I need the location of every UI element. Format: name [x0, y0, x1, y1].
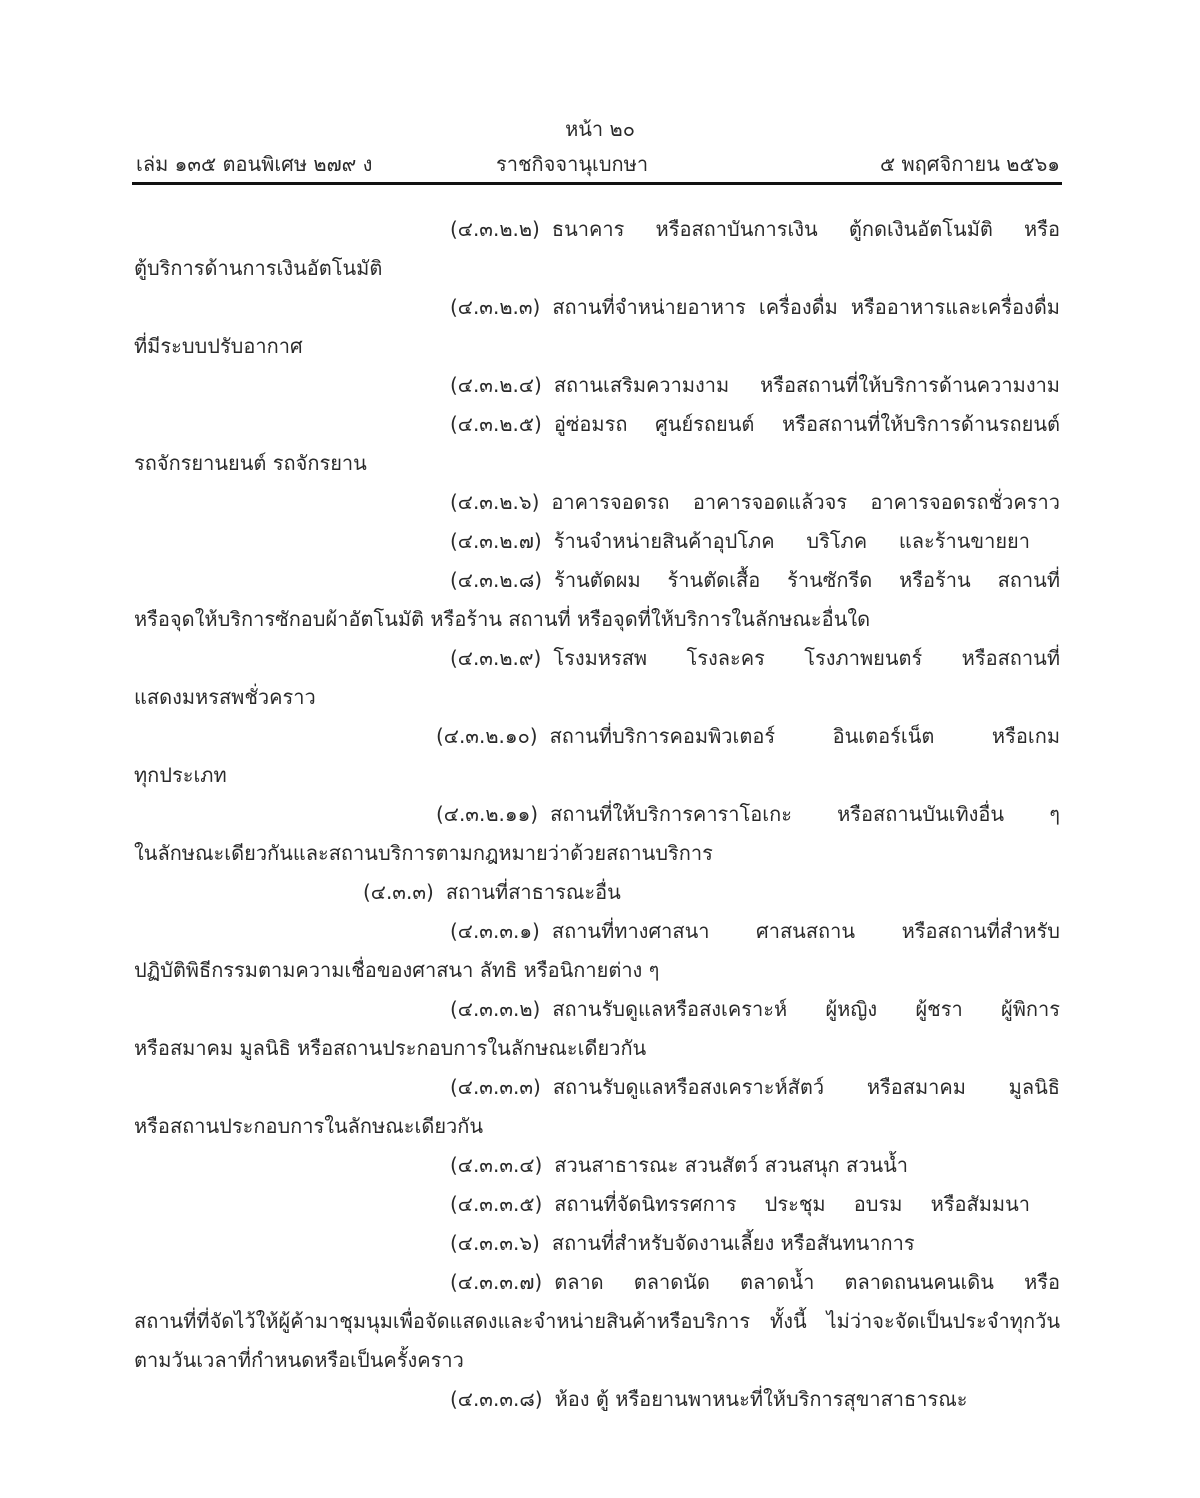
page-number: หน้า ๒๐ — [565, 117, 635, 141]
clause-text: ร้านจำหน่ายสินค้าอุปโภค บริโภค และร้านขายยา — [553, 529, 1030, 553]
clause-line — [450, 372, 1060, 398]
clause-line — [450, 216, 1060, 242]
clause-text: สถานที่สาธารณะอื่น — [445, 880, 621, 904]
clause-text: ทุกประเภท — [134, 763, 227, 787]
clause-number: (๔.๓.๒.๑๑) — [436, 802, 539, 826]
clause-number: (๔.๓.๒.๔) — [450, 373, 542, 397]
clause-text: หรือจุดให้บริการซักอบผ้าอัตโนมัติ หรือร้าน สถานที่ หรือจุดที่ให้บริการในลักษณะอื่นใด — [134, 607, 871, 631]
clause-text: ตามวันเวลาที่กำหนดหรือเป็นครั้งคราว — [134, 1348, 464, 1372]
clause-text: สวนสาธารณะ สวนสัตว์ สวนสนุก สวนน้ำ — [554, 1153, 909, 1177]
clause-text: สถานที่ให้บริการคาราโอเกะ หรือสถานบันเทิงอื่น ๆ — [550, 802, 1060, 826]
continuation-line — [134, 1308, 1060, 1334]
clause-text: สถานรับดูแลหรือสงเคราะห์ ผู้หญิง ผู้ชรา ผู้พิการ — [552, 997, 1060, 1021]
clause-text: สถานเสริมความงาม หรือสถานที่ให้บริการด้านความงาม — [553, 373, 1060, 397]
clause-line — [450, 1191, 1030, 1217]
clause-line — [450, 411, 1060, 437]
continuation-line — [134, 606, 870, 632]
clause-number: (๔.๓.๓.๗) — [450, 1270, 543, 1294]
clause-line — [450, 1074, 1060, 1100]
clause-number: (๔.๓.๒.๓) — [450, 295, 541, 319]
clause-text: สถานที่สำหรับจัดงานเลี้ยง หรือสันทนาการ — [551, 1231, 915, 1255]
clause-text: สถานที่บริการคอมพิวเตอร์ อินเตอร์เน็ต หรือเกม — [549, 724, 1060, 748]
continuation-line — [134, 684, 316, 710]
clause-text: สถานที่ที่จัดไว้ให้ผู้ค้ามาชุมนุมเพื่อจัดแสดงและจำหน่ายสินค้าหรือบริการ ทั้งนี้ ไม่ว่าจะจัดเป็นประจำทุกวัน — [134, 1309, 1060, 1333]
clause-number: (๔.๓.๓.๑) — [450, 919, 540, 943]
clause-text: ตลาด ตลาดนัด ตลาดน้ำ ตลาดถนนคนเดิน หรือ — [554, 1270, 1060, 1294]
clause-line — [450, 645, 1060, 671]
clause-text: ตู้บริการด้านการเงินอัตโนมัติ — [134, 256, 383, 280]
clause-line — [450, 1386, 968, 1412]
clause-text: โรงมหรสพ โรงละคร โรงภาพยนตร์ หรือสถานที่ — [553, 646, 1060, 670]
clause-line — [450, 918, 1060, 944]
clause-line — [436, 723, 1060, 749]
continuation-line — [134, 450, 367, 476]
clause-number: (๔.๓.๓.๘) — [450, 1387, 543, 1411]
clause-number: (๔.๓.๒.๒) — [450, 217, 540, 241]
clause-text: หรือสถานประกอบการในลักษณะเดียวกัน — [134, 1114, 484, 1138]
clause-text: อาคารจอดรถ อาคารจอดแล้วจร อาคารจอดรถชั่วคราว — [551, 490, 1060, 514]
clause-line — [450, 996, 1060, 1022]
continuation-line — [134, 333, 303, 359]
continuation-line — [134, 1035, 646, 1061]
clause-number: (๔.๓.๒.๖) — [450, 490, 540, 514]
clause-text: สถานที่จัดนิทรรศการ ประชุม อบรม หรือสัมมนา — [554, 1192, 1030, 1216]
publication-title: ราชกิจจานุเบกษา — [496, 152, 649, 176]
clause-line — [450, 1269, 1060, 1295]
continuation-line — [134, 1113, 483, 1139]
clause-number: (๔.๓.๒.๕) — [450, 412, 542, 436]
clause-line — [436, 801, 1060, 827]
continuation-line — [134, 957, 659, 983]
clause-number: (๔.๓.๓) — [363, 880, 434, 904]
clause-line — [450, 528, 1030, 554]
clause-text: สถานรับดูแลหรือสงเคราะห์สัตว์ หรือสมาคม มูลนิธิ — [552, 1075, 1060, 1099]
clause-text: ร้านตัดผม ร้านตัดเสื้อ ร้านซักรีด หรือร้าน สถานที่ — [554, 568, 1060, 592]
clause-text: ปฏิบัติพิธีกรรมตามความเชื่อของศาสนา ลัทธิ หรือนิกายต่าง ๆ — [134, 958, 660, 982]
clause-text: อู่ซ่อมรถ ศูนย์รถยนต์ หรือสถานที่ให้บริการด้านรถยนต์ — [553, 412, 1060, 436]
clause-number: (๔.๓.๒.๘) — [450, 568, 543, 592]
clause-number: (๔.๓.๓.๒) — [450, 997, 541, 1021]
clause-text: สถานที่ทางศาสนา ศาสนสถาน หรือสถานที่สำหรับ — [551, 919, 1060, 943]
clause-text: หรือสมาคม มูลนิธิ หรือสถานประกอบการในลักษณะเดียวกัน — [134, 1036, 647, 1060]
clause-text: ที่มีระบบปรับอากาศ — [134, 334, 303, 358]
clause-number: (๔.๓.๓.๔) — [450, 1153, 543, 1177]
clause-number: (๔.๓.๓.๓) — [450, 1075, 541, 1099]
clause-number: (๔.๓.๒.๑๐) — [436, 724, 538, 748]
clause-text: ธนาคาร หรือสถาบันการเงิน ตู้กดเงินอัตโนมัติ หรือ — [551, 217, 1060, 241]
clause-line — [450, 294, 1060, 320]
clause-number: (๔.๓.๓.๖) — [450, 1231, 540, 1255]
clause-text: ห้อง ตู้ หรือยานพาหนะที่ให้บริการสุขาสาธารณะ — [554, 1387, 968, 1411]
volume-info: เล่ม ๑๓๕ ตอนพิเศษ ๒๗๙ ง — [136, 152, 373, 176]
clause-line — [450, 567, 1060, 593]
continuation-line — [134, 762, 227, 788]
clause-line — [363, 879, 621, 905]
header-rule — [132, 182, 1062, 185]
clause-text: ในลักษณะเดียวกันและสถานบริการตามกฎหมายว่าด้วยสถานบริการ — [134, 841, 713, 865]
clause-text: สถานที่จำหน่ายอาหาร เครื่องดื่ม หรืออาหารและเครื่องดื่ม — [552, 295, 1060, 319]
clause-line — [450, 1230, 915, 1256]
continuation-line — [134, 255, 382, 281]
continuation-line — [134, 1347, 464, 1373]
clause-line — [450, 1152, 908, 1178]
clause-number: (๔.๓.๒.๗) — [450, 529, 542, 553]
clause-text: แสดงมหรสพชั่วคราว — [134, 685, 316, 709]
continuation-line — [134, 840, 713, 866]
clause-text: รถจักรยานยนต์ รถจักรยาน — [134, 451, 367, 475]
publication-date: ๕ พฤศจิกายน ๒๕๖๑ — [880, 152, 1060, 176]
clause-number: (๔.๓.๓.๕) — [450, 1192, 543, 1216]
clause-number: (๔.๓.๒.๙) — [450, 646, 542, 670]
clause-line — [450, 489, 1060, 515]
